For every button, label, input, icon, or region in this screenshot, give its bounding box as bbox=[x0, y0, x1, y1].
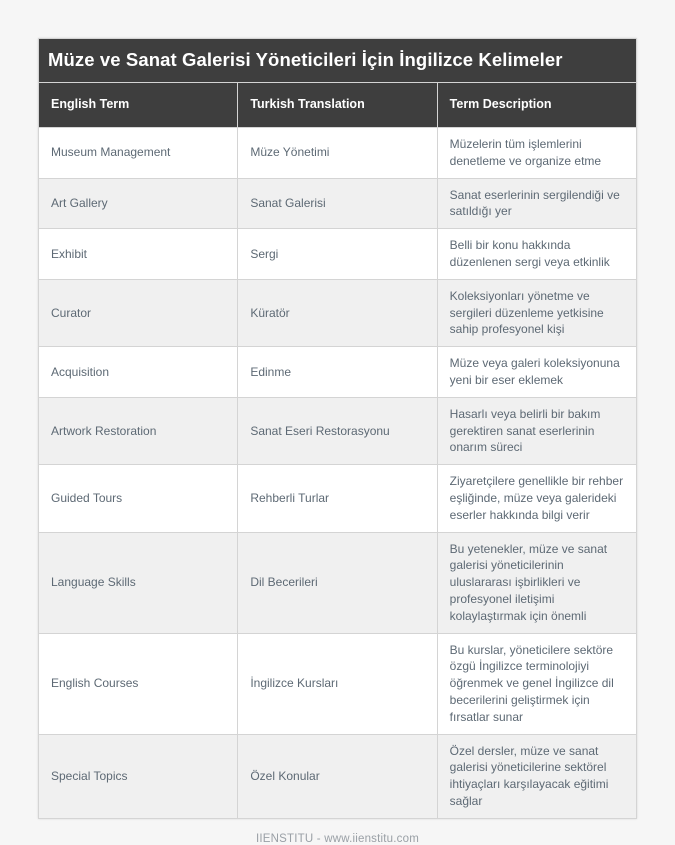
table-row bbox=[39, 347, 637, 398]
table-row bbox=[39, 128, 637, 179]
column-header-row bbox=[39, 83, 637, 128]
cell-english-term: Special Topics bbox=[39, 734, 238, 818]
table-row bbox=[39, 279, 637, 346]
column-header-english-term: English Term bbox=[39, 83, 238, 128]
cell-term-description: Hasarlı veya belirli bir bakım gerektiren sanat eserlerinin onarım süreci bbox=[437, 397, 636, 464]
title-row bbox=[39, 39, 637, 83]
cell-turkish-translation: Dil Becerileri bbox=[238, 532, 437, 633]
cell-english-term: Museum Management bbox=[39, 128, 238, 179]
cell-turkish-translation: Sanat Eseri Restorasyonu bbox=[238, 397, 437, 464]
cell-turkish-translation: Sergi bbox=[238, 229, 437, 280]
cell-turkish-translation: Edinme bbox=[238, 347, 437, 398]
table-head bbox=[39, 39, 637, 128]
column-header-turkish-translation: Turkish Translation bbox=[238, 83, 437, 128]
cell-english-term: English Courses bbox=[39, 633, 238, 734]
cell-term-description: Koleksiyonları yönetme ve sergileri düzenleme yetkisine sahip profesyonel kişi bbox=[437, 279, 636, 346]
cell-term-description: Belli bir konu hakkında düzenlenen sergi veya etkinlik bbox=[437, 229, 636, 280]
cell-term-description: Bu kurslar, yöneticilere sektöre özgü İngilizce terminolojiyi öğrenmek ve genel İngilizce dil becerilerini geliştirmek için fırsatlar sunar bbox=[437, 633, 636, 734]
table-row bbox=[39, 229, 637, 280]
cell-turkish-translation: Küratör bbox=[238, 279, 437, 346]
cell-turkish-translation: Özel Konular bbox=[238, 734, 437, 818]
cell-term-description: Müze veya galeri koleksiyonuna yeni bir eser eklemek bbox=[437, 347, 636, 398]
table-row bbox=[39, 633, 637, 734]
cell-term-description: Sanat eserlerinin sergilendiği ve satıldığı yer bbox=[437, 178, 636, 229]
cell-english-term: Exhibit bbox=[39, 229, 238, 280]
cell-english-term: Art Gallery bbox=[39, 178, 238, 229]
cell-english-term: Curator bbox=[39, 279, 238, 346]
vocabulary-table bbox=[38, 38, 637, 819]
table-row bbox=[39, 465, 637, 532]
table-title: Müze ve Sanat Galerisi Yöneticileri İçin İngilizce Kelimeler bbox=[39, 39, 637, 83]
cell-term-description: Bu yetenekler, müze ve sanat galerisi yöneticilerinin uluslararası işbirlikleri ve profesyonel iletişimi kolaylaştırmak için önemli bbox=[437, 532, 636, 633]
cell-turkish-translation: Sanat Galerisi bbox=[238, 178, 437, 229]
cell-term-description: Özel dersler, müze ve sanat galerisi yöneticilerine sektörel ihtiyaçları karşılayacak eğitimi sağlar bbox=[437, 734, 636, 818]
cell-turkish-translation: Rehberli Turlar bbox=[238, 465, 437, 532]
table-row bbox=[39, 397, 637, 464]
table-row bbox=[39, 532, 637, 633]
table-row bbox=[39, 734, 637, 818]
cell-english-term: Guided Tours bbox=[39, 465, 238, 532]
table-row bbox=[39, 178, 637, 229]
cell-term-description: Müzelerin tüm işlemlerini denetleme ve organize etme bbox=[437, 128, 636, 179]
cell-turkish-translation: Müze Yönetimi bbox=[238, 128, 437, 179]
table-body bbox=[39, 128, 637, 819]
cell-term-description: Ziyaretçilere genellikle bir rehber eşliğinde, müze veya galerideki eserler hakkında bilgi verir bbox=[437, 465, 636, 532]
cell-english-term: Acquisition bbox=[39, 347, 238, 398]
cell-turkish-translation: İngilizce Kursları bbox=[238, 633, 437, 734]
cell-english-term: Language Skills bbox=[39, 532, 238, 633]
cell-english-term: Artwork Restoration bbox=[39, 397, 238, 464]
column-header-term-description: Term Description bbox=[437, 83, 636, 128]
footer-credit: IIENSTITU - www.iienstitu.com bbox=[256, 832, 419, 845]
